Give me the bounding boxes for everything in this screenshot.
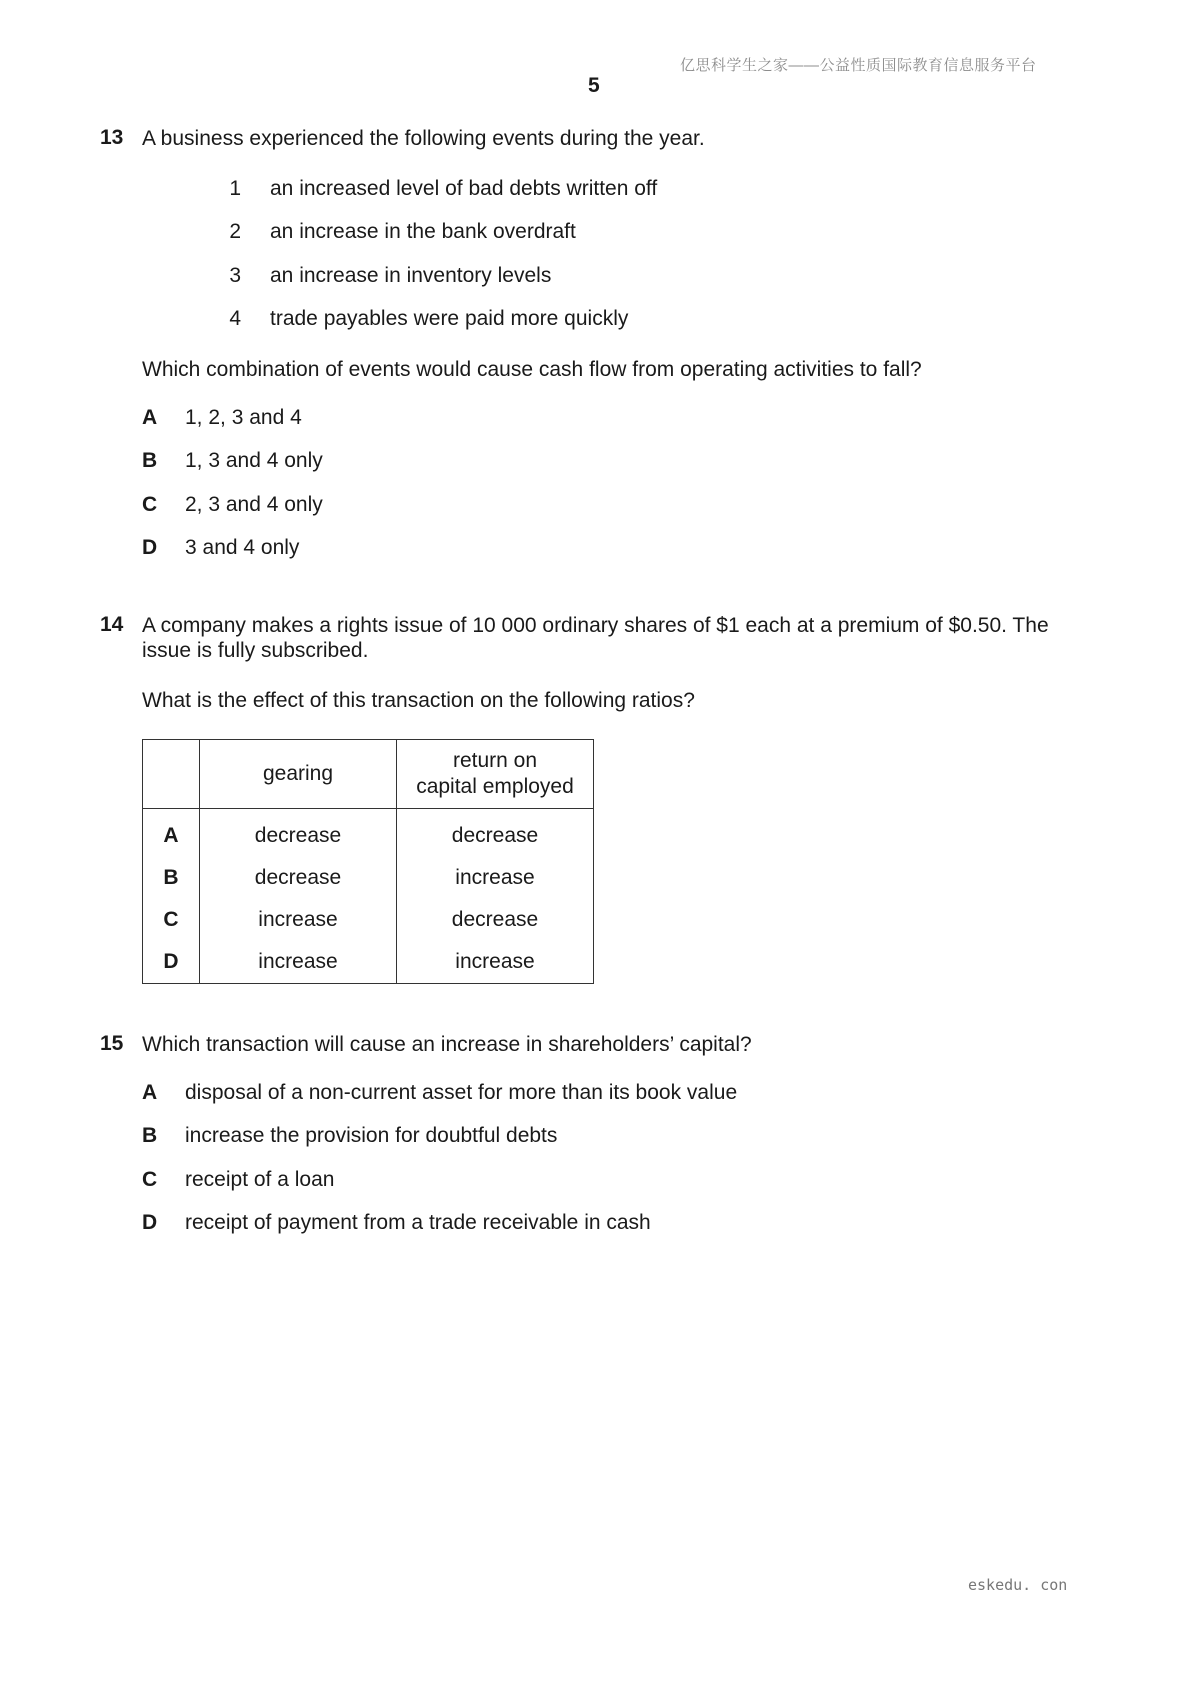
q14-question: What is the effect of this transaction on the following ratios? [142, 689, 695, 712]
q15-option-text: disposal of a non-current asset for more than its book value [185, 1081, 738, 1104]
q13-event-number: 3 [229, 264, 241, 287]
q13-option-text: 1, 3 and 4 only [185, 449, 323, 472]
q15-option-text: receipt of a loan [185, 1168, 335, 1191]
table-corner-cell [143, 740, 200, 809]
q13-option-text: 2, 3 and 4 only [185, 493, 323, 516]
q13-event-text: trade payables were paid more quickly [270, 307, 629, 330]
page-number: 5 [588, 74, 600, 97]
q13-stem: A business experienced the following events during the year. [142, 127, 705, 150]
table-row [143, 857, 594, 899]
q15-option-text: receipt of payment from a trade receivable in cash [185, 1211, 651, 1234]
q15-option-letter: A [142, 1081, 158, 1104]
q14-stem-line2: issue is fully subscribed. [142, 639, 369, 662]
table-cell-roce: increase [397, 857, 594, 899]
table-cell-gearing: decrease [200, 857, 397, 899]
table-cell-roce: decrease [397, 899, 594, 941]
q14-stem-line1: A company makes a rights issue of 10 000 ordinary shares of $1 each at a premium of $0.50. The [142, 614, 1049, 637]
q13-option-text: 1, 2, 3 and 4 [185, 406, 302, 429]
q13-option-text: 3 and 4 only [185, 536, 300, 559]
table-header-roce-line1: return on [452, 749, 538, 772]
table-row [143, 899, 594, 941]
table-cell-roce: decrease [397, 809, 594, 858]
table-header-roce [397, 740, 594, 809]
table-cell-gearing: increase [200, 941, 397, 984]
table-row-letter: B [143, 857, 200, 899]
q15-option-text: increase the provision for doubtful debts [185, 1124, 558, 1147]
q13-event-text: an increase in the bank overdraft [270, 220, 576, 243]
q15-option-letter: D [142, 1211, 158, 1234]
q13-question: Which combination of events would cause cash flow from operating activities to fall? [142, 358, 922, 381]
ratio-effect-table [142, 739, 594, 984]
question-number-15: 15 [100, 1032, 124, 1055]
table-row [143, 809, 594, 858]
table-row [143, 941, 594, 984]
q15-option-letter: C [142, 1168, 158, 1191]
watermark-text: 亿思科学生之家——公益性质国际教育信息服务平台 [680, 57, 1037, 74]
q13-event-text: an increase in inventory levels [270, 264, 552, 287]
table-cell-gearing: increase [200, 899, 397, 941]
table-cell-gearing: decrease [200, 809, 397, 858]
q13-option-letter: D [142, 536, 158, 559]
table-header-gearing: gearing [200, 740, 397, 809]
table-row-letter: C [143, 899, 200, 941]
q13-event-number: 1 [229, 177, 241, 200]
question-number-14: 14 [100, 613, 124, 636]
table-header-roce-line2: capital employed [416, 775, 574, 798]
footer-site-text: eskedu. con [968, 1576, 1068, 1594]
q15-question: Which transaction will cause an increase in shareholders’ capital? [142, 1033, 752, 1056]
q13-option-letter: B [142, 449, 158, 472]
q13-event-number: 2 [229, 220, 241, 243]
q13-event-number: 4 [229, 307, 241, 330]
q13-option-letter: C [142, 493, 158, 516]
table-header-row [143, 740, 594, 809]
table-row-letter: D [143, 941, 200, 984]
q13-event-text: an increased level of bad debts written off [270, 177, 658, 200]
q15-option-letter: B [142, 1124, 158, 1147]
question-number-13: 13 [100, 126, 124, 149]
table-cell-roce: increase [397, 941, 594, 984]
table-row-letter: A [143, 809, 200, 858]
q13-option-letter: A [142, 406, 158, 429]
